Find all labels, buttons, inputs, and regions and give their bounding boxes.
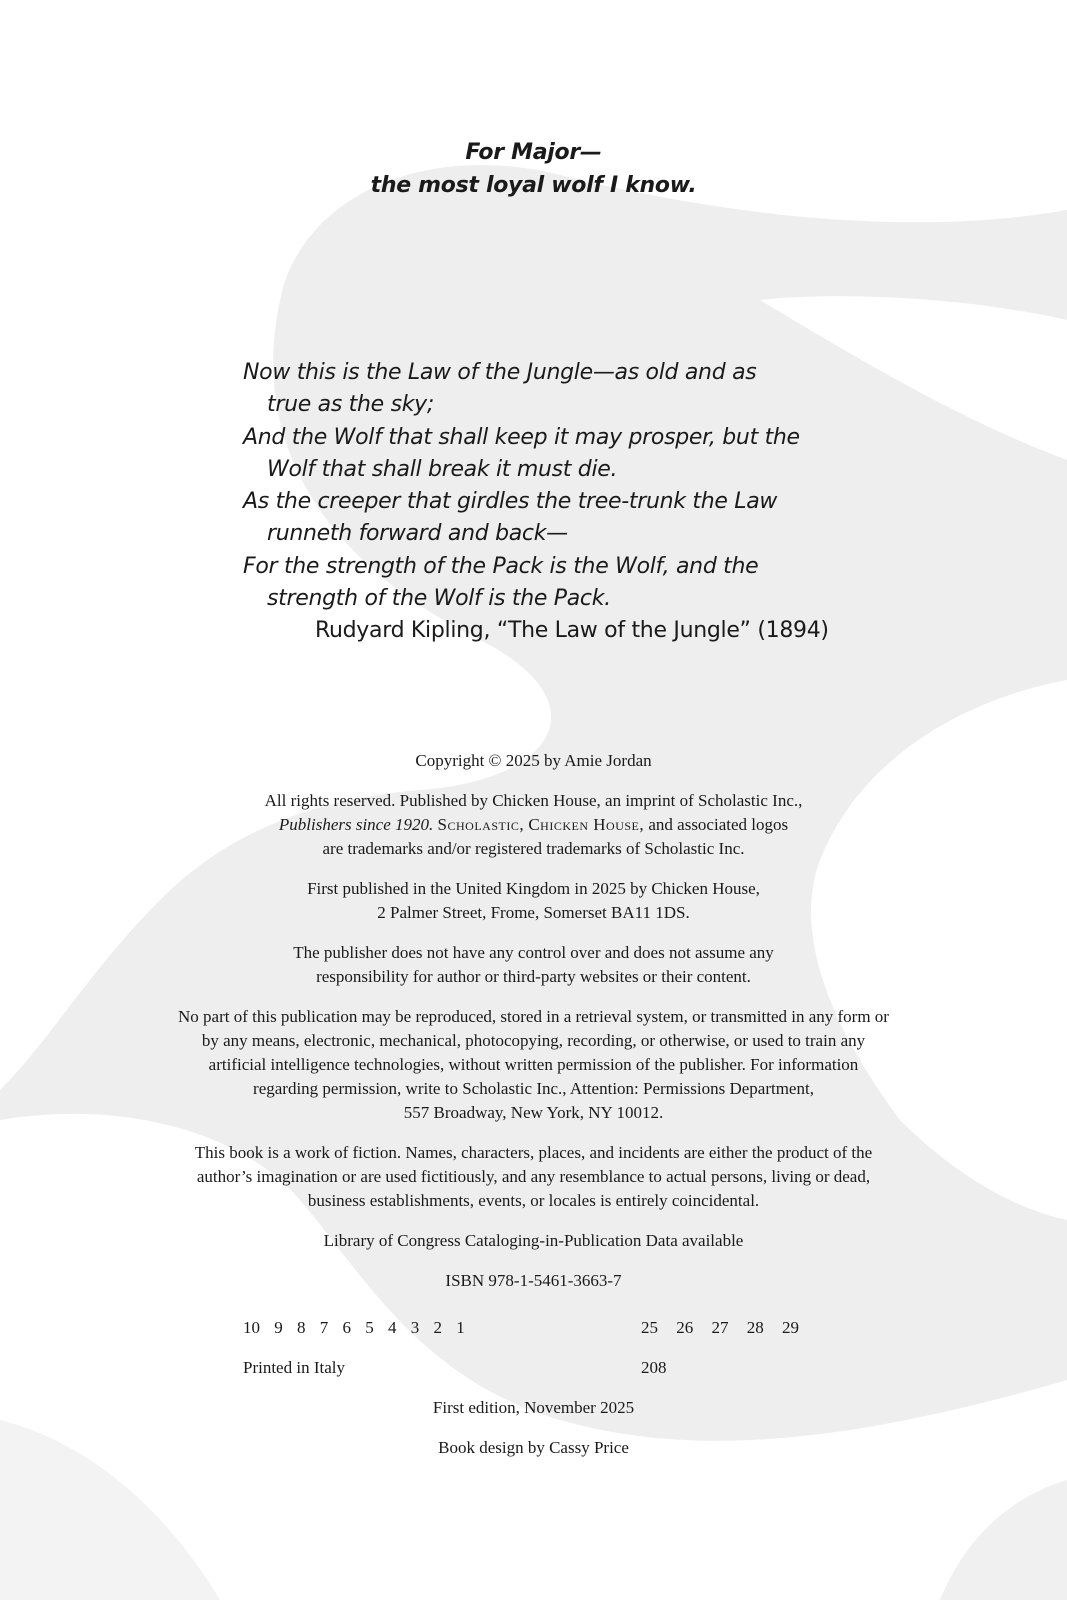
epigraph-line: true as the sky; [267, 392, 435, 418]
impression-number: 6 [342, 1318, 351, 1337]
dedication-line: For Major— [465, 140, 602, 165]
printed-in-row [243, 1356, 667, 1380]
year-numbers [641, 1316, 813, 1340]
no-part-line: No part of this publication may be reproduced, stored in a retrieval system, or transmitted in any form or [178, 1007, 889, 1026]
copyright-line: Copyright © 2025 by Amie Jordan [415, 751, 652, 770]
year-number: 26 [676, 1318, 694, 1337]
dedication [0, 136, 1067, 202]
rights-line: All rights reserved. Published by Chicken House, an imprint of Scholastic Inc., [264, 791, 803, 810]
epigraph-line: strength of the Wolf is the Pack. [267, 586, 611, 612]
loc-line: Library of Congress Cataloging-in-Publication Data available [323, 1231, 744, 1250]
year-number: 25 [641, 1318, 658, 1337]
impression-number: 9 [274, 1318, 283, 1337]
fiction-line: author’s imagination or are used fictitiously, and any resemblance to actual persons, living or dead, [196, 1167, 871, 1186]
publishers-since: Publishers since 1920. [278, 815, 434, 834]
scholastic-trademark: Scholastic, [437, 815, 525, 834]
year-number: 28 [746, 1318, 764, 1337]
fiction-line: business establishments, events, or locales is entirely coincidental. [307, 1191, 760, 1210]
impression-number: 5 [365, 1318, 374, 1337]
year-number: 29 [782, 1318, 799, 1337]
fiction-paragraph [140, 1141, 927, 1213]
epigraph-line: And the Wolf that shall keep it may prosper, but the [243, 424, 800, 450]
epigraph-attribution: Rudyard Kipling, “The Law of the Jungle” (1894) [315, 618, 829, 644]
publisher-control-paragraph [140, 941, 927, 989]
epigraph-line: Now this is the Law of the Jungle—as old and as [243, 360, 757, 385]
rights-line: and associated logos [648, 815, 789, 834]
epigraph-line: Wolf that shall break it must die. [267, 456, 618, 482]
fiction-line: This book is a work of fiction. Names, characters, places, and incidents are either the product of the [194, 1143, 873, 1162]
rights-line: are trademarks and/or registered trademarks of Scholastic Inc. [322, 839, 745, 858]
no-part-line: 557 Broadway, New York, NY 10012. [403, 1103, 664, 1122]
epigraph-line: runneth forward and back— [267, 521, 568, 547]
epigraph-line: For the strength of the Pack is the Wolf, and the [243, 553, 759, 579]
dedication-line: the most loyal wolf I know. [370, 173, 697, 198]
no-part-line: regarding permission, write to Scholastic Inc., Attention: Permissions Department, [253, 1079, 814, 1098]
no-part-line: artificial intelligence technologies, without written permission of the publisher. For information [208, 1055, 859, 1074]
impression-number: 4 [388, 1318, 397, 1337]
no-part-paragraph [140, 1005, 927, 1125]
printed-in: Printed in Italy [243, 1358, 345, 1377]
rights-paragraph [140, 789, 927, 861]
isbn-line: ISBN 978-1-5461-3663-7 [445, 1271, 622, 1290]
impression-numbers [243, 1318, 475, 1337]
copyright-block [140, 749, 927, 1309]
first-published-paragraph [140, 877, 927, 925]
epigraph [243, 357, 829, 648]
chicken-house-trademark: Chicken House, [528, 815, 645, 834]
publisher-control-line: The publisher does not have any control over and does not assume any [293, 943, 774, 962]
impression-number: 8 [297, 1318, 306, 1337]
printing-numbers-row [243, 1316, 799, 1340]
epigraph-line: As the creeper that girdles the tree-trunk the Law [243, 489, 778, 515]
printer-code: 208 [641, 1358, 667, 1377]
year-number: 27 [711, 1318, 729, 1337]
first-published-line: First published in the United Kingdom in 2025 by Chicken House, [307, 879, 760, 898]
design-credit: Book design by Cassy Price [438, 1438, 629, 1457]
publisher-control-line: responsibility for author or third-party websites or their content. [316, 967, 751, 986]
impression-number: 10 [243, 1318, 260, 1337]
impression-number: 2 [433, 1318, 442, 1337]
impression-number: 7 [319, 1318, 329, 1337]
no-part-line: by any means, electronic, mechanical, photocopying, recording, or otherwise, or used to train any [201, 1031, 866, 1050]
impression-number: 3 [410, 1318, 420, 1337]
impression-number: 1 [456, 1318, 465, 1337]
first-published-line: 2 Palmer Street, Frome, Somerset BA11 1DS. [377, 903, 690, 922]
edition-line: First edition, November 2025 [432, 1398, 635, 1417]
